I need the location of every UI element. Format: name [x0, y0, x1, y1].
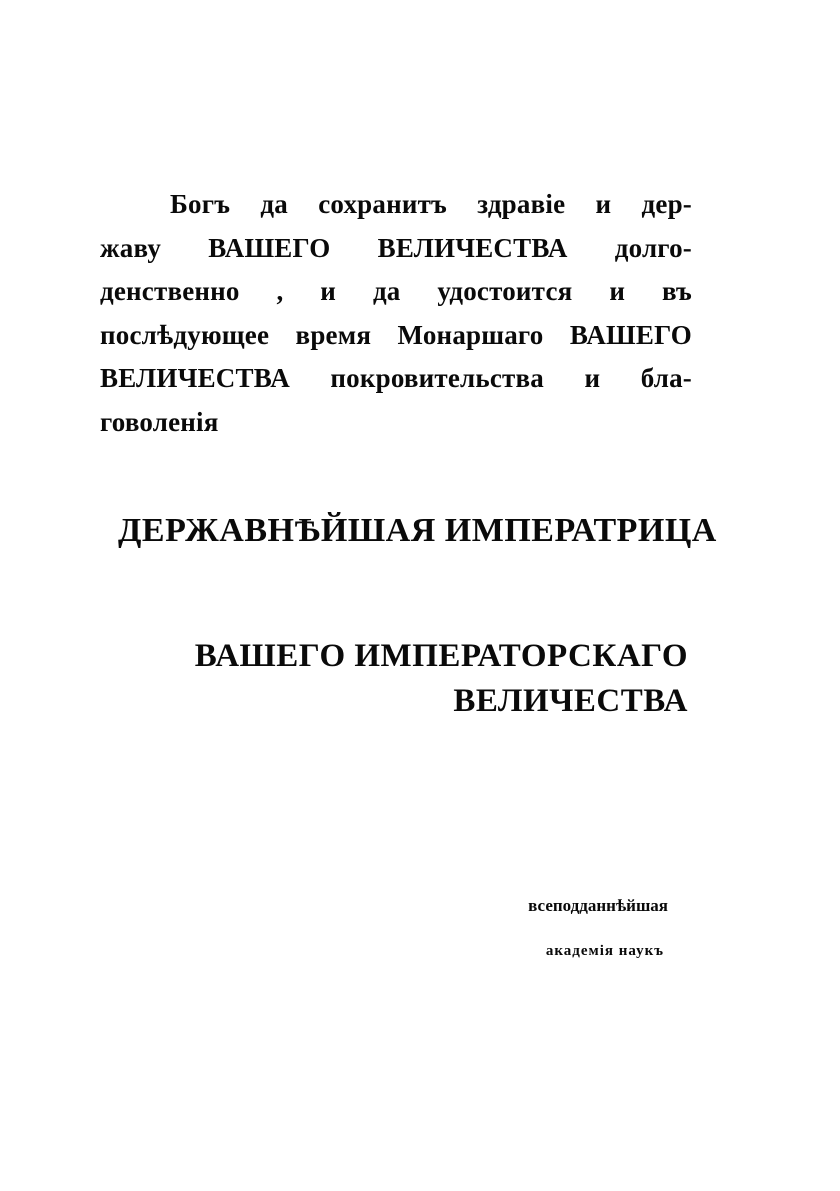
dedication-line: послѣдующее время Монаршаго ВАШЕГО — [100, 319, 692, 350]
dedication-paragraph — [100, 183, 692, 444]
dedication-line: ВЕЛИЧЕСТВА покровительства и бла- — [100, 363, 692, 393]
dedication-line: говоленія — [100, 406, 219, 437]
address-title: ДЕРЖАВНѢЙШАЯ ИМПЕРАТРИЦА — [118, 512, 717, 549]
address-majesty-line-2: ВЕЛИЧЕСТВА — [453, 683, 688, 719]
address-majesty-line-1: ВАШЕГО ИМПЕРАТОРСКАГО — [194, 638, 688, 674]
dedication-line: Богъ да сохранитъ здравіе и дер- — [170, 189, 692, 219]
dedication-line: денственно , и да удостоится и въ — [100, 276, 692, 306]
signature-line-2: академія наукъ — [545, 943, 664, 959]
signature-line-1: всеподданнѣйшая — [528, 896, 668, 915]
dedication-line: жаву ВАШЕГО ВЕЛИЧЕСТВА долго- — [100, 232, 692, 263]
